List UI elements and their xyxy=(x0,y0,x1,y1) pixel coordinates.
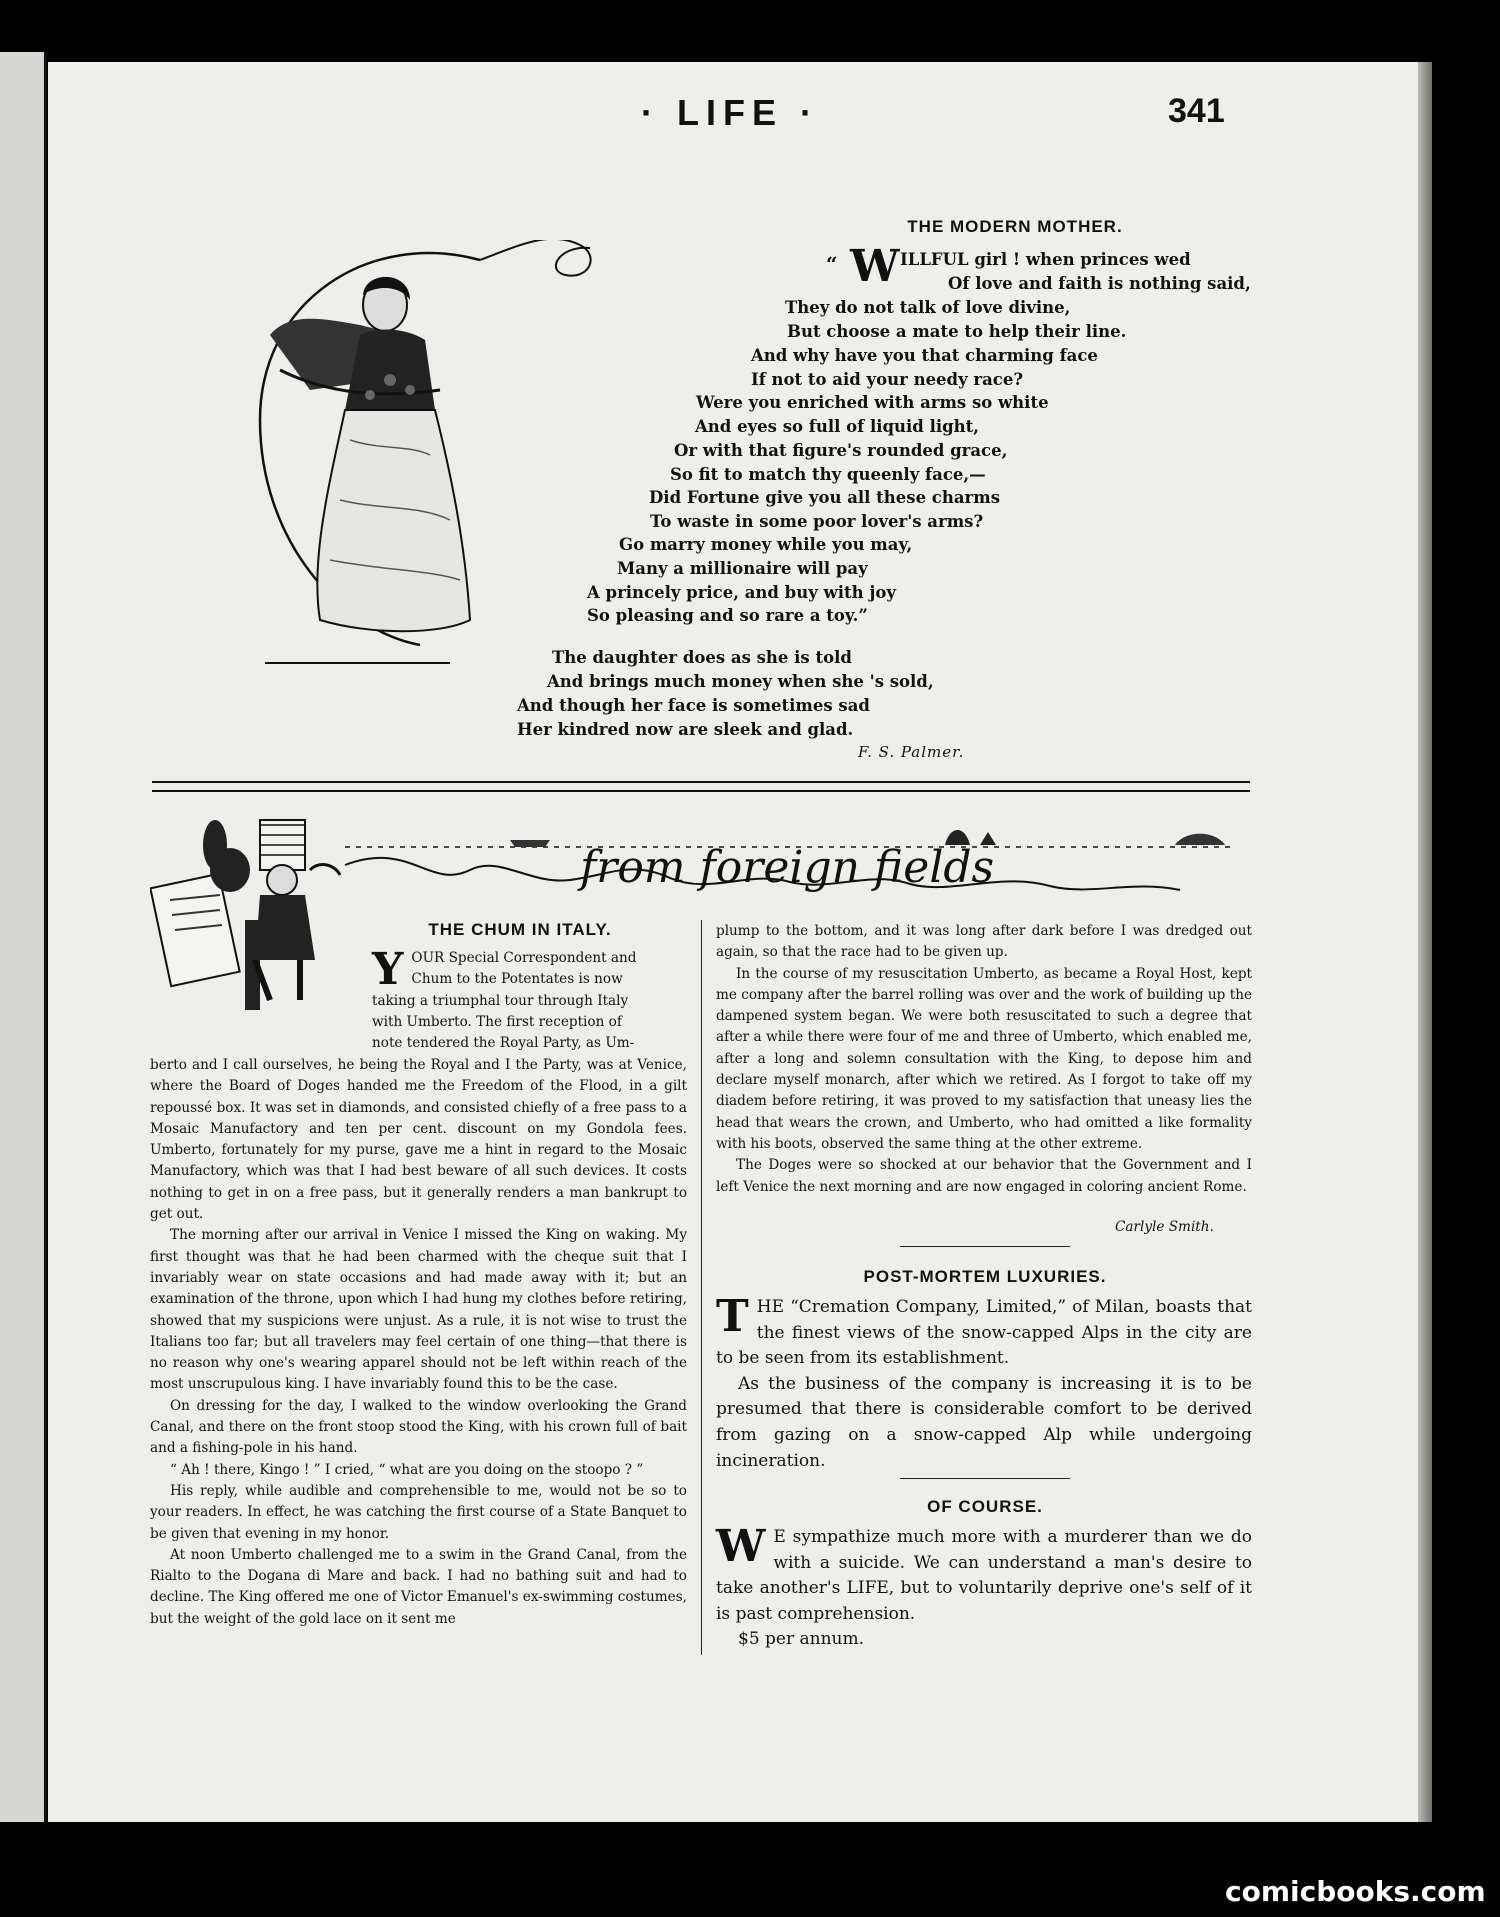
chum-paragraph-6: At noon Umberto challenged me to a swim in the Grand Canal, from the Rialto to the Dogana di Mare and back. I had no bathing suit and had to decline. The King offered me one of Victor Emanuel's ex-swimming costumes, but the weight of the gold lace on it sent me xyxy=(150,1546,687,1627)
postmortem-paragraph-1 xyxy=(716,1291,1252,1372)
poem-line-19: And though her face is sometimes sad xyxy=(517,696,870,715)
chum-title: THE CHUM IN ITALY. xyxy=(428,920,612,939)
chum-intro xyxy=(372,944,688,1054)
chum-dropcap: Y xyxy=(372,944,404,995)
banner-script-text: from foreign fields xyxy=(580,842,995,893)
chum-paragraph-9: The Doges were so shocked at our behavior that the Government and I left Venice the next morning and are now engaged in coloring ancient Rome. xyxy=(716,1157,1252,1195)
chum-intro-line-4: with Umberto. The first reception of xyxy=(372,1013,622,1030)
poem-line-13: Go marry money while you may, xyxy=(619,535,913,554)
poem-line-5: And why have you that charming face xyxy=(751,346,1098,365)
chum-intro-line-2: Chum to the Potentates is now xyxy=(411,971,623,988)
chum-signature: Carlyle Smith. xyxy=(1115,1219,1214,1235)
poem-line-20: Her kindred now are sleek and glad. xyxy=(517,720,854,739)
chum-intro-line-5: note tendered the Royal Party, as Um- xyxy=(372,1035,635,1052)
poem-line-9: Or with that figure's rounded grace, xyxy=(674,441,1008,460)
poem-line-15: A princely price, and buy with joy xyxy=(587,583,896,602)
postmortem-paragraph-2: As the business of the company is increasing it is to be presumed that there is considerable comfort to be derived from gazing on a snow-capped Alp while undergoing incineration. xyxy=(716,1373,1252,1471)
chum-paragraph-5: His reply, while audible and comprehensible to me, would not be so to your readers. In effect, he was catching the first course of a State Banquet to be given that evening in my honor. xyxy=(150,1482,687,1542)
poem-author: F. S. Palmer. xyxy=(858,743,965,761)
page-number: 341 xyxy=(1168,92,1225,130)
poem-line-17: The daughter does as she is told xyxy=(552,648,852,667)
chum-paragraph-8: In the course of my resuscitation Umberto, as became a Royal Host, kept me company after the barrel rolling was over and the work of building up the dampened system began. We were both resuscitated to such a degree that after a while there were four of me and three of Umberto, which enabled me, after a long and solemn consultation with the King, to depose him and declare myself monarch, after which we retired. As I forgot to take off my diadem before retiring, it was proved to my satisfaction that uneasy lies the head that wears the crown, and Umberto, who had omitted a like formality with his boots, observed the same thing at the other extreme. xyxy=(716,965,1252,1152)
poem-line-4: But choose a mate to help their line. xyxy=(787,322,1127,341)
previous-page-edge xyxy=(0,52,47,1822)
poem-line-12: To waste in some poor lover's arms? xyxy=(650,512,984,531)
page-edge-shadow xyxy=(1418,62,1432,1822)
chum-paragraph-1: berto and I call ourselves, he being the Royal and I the Party, was at Venice, where the Board of Doges handed me the Freedom of the Flood, in a gilt repoussé box. It was set in diamonds, and consisted chiefly of a free pass to a Mosaic Manufactory and ten per cent. discount on my Gondola fees. Umberto, fortunately for my purse, gave me a hint in regard to the Mosaic Manufactory, which was that I had best beware of all such devices. It costs nothing to get in on a free pass, but it generally renders a man bankrupt to get out. xyxy=(150,1057,687,1223)
postmortem-dropcap: T xyxy=(716,1291,749,1342)
poem-line-11: Did Fortune give you all these charms xyxy=(649,488,1000,507)
poem-line-10: So fit to match thy queenly face,— xyxy=(670,465,986,484)
poem-line-7: Were you enriched with arms so white xyxy=(696,393,1049,412)
chum-intro-line-3: taking a triumphal tour through Italy xyxy=(372,992,629,1009)
watermark: comicbooks.com xyxy=(1225,1875,1486,1908)
postmortem-body xyxy=(716,1291,1252,1474)
poem-line-18: And brings much money when she 's sold, xyxy=(547,672,934,691)
short-rule-1 xyxy=(900,1246,1070,1247)
poem-dropcap: W xyxy=(850,241,900,292)
ofcourse-paragraph-2: $5 per annum. xyxy=(738,1629,865,1650)
poem-line-1: ILLFUL girl ! when princes wed xyxy=(900,250,1191,269)
chum-body-right xyxy=(716,921,1252,1198)
ofcourse-title: OF COURSE. xyxy=(927,1497,1043,1516)
ofcourse-paragraph-1 xyxy=(716,1521,1252,1627)
poem-quote-mark: “ xyxy=(826,252,838,276)
page-title: · LIFE · xyxy=(641,92,819,133)
poem-line-2: Of love and faith is nothing said, xyxy=(948,274,1251,293)
column-divider xyxy=(701,920,702,1655)
poem-line-8: And eyes so full of liquid light, xyxy=(695,417,980,436)
section-divider xyxy=(152,781,1250,792)
poem-line-16: So pleasing and so rare a toy.” xyxy=(587,606,868,625)
chum-intro-line-1: OUR Special Correspondent and xyxy=(411,950,637,966)
chum-paragraph-4: “ Ah ! there, Kingo ! ” I cried, “ what are you doing on the stoopo ? ” xyxy=(170,1461,644,1478)
short-rule-2 xyxy=(900,1478,1070,1479)
postmortem-text-1: HE “Cremation Company, Limited,” of Milan, boasts that the finest views of the snow-capped Alps in the city are to be seen from its establishment. xyxy=(716,1297,1252,1369)
poem-line-3: They do not talk of love divine, xyxy=(785,298,1071,317)
poem-line-6: If not to aid your needy race? xyxy=(751,370,1024,389)
chum-body-left xyxy=(150,1055,687,1630)
poem-line-14: Many a millionaire will pay xyxy=(617,559,868,578)
ofcourse-dropcap: W xyxy=(716,1521,766,1572)
postmortem-title: POST-MORTEM LUXURIES. xyxy=(863,1267,1107,1286)
ofcourse-body xyxy=(716,1521,1252,1653)
chum-paragraph-7: plump to the bottom, and it was long after dark before I was dredged out again, so that the race had to be given up. xyxy=(716,923,1252,961)
chum-paragraph-3: On dressing for the day, I walked to the window overlooking the Grand Canal, and there on the front stoop stood the King, with his crown full of bait and a fishing-pole in his hand. xyxy=(150,1397,687,1457)
ofcourse-text-1: E sympathize much more with a murderer than we do with a suicide. We can understand a man's desire to take another's LIFE, but to voluntarily deprive one's self of it is past comprehension. xyxy=(716,1527,1252,1624)
chum-paragraph-2: The morning after our arrival in Venice I missed the King on waking. My first thought was that he had been charmed with the cheque suit that I invariably wear on state occasions and had made away with it; but an examination of the throne, upon which I had hung my clothes before retiring, showed that my suspicions were unjust. As a rule, it is not wise to trust the Italians too far; but all travelers may feel certain of one thing—that there is no reason why one's wearing apparel should not be left within reach of the most unscrupulous king. I have invariably found this to be the case. xyxy=(150,1227,687,1393)
poem-title: THE MODERN MOTHER. xyxy=(907,217,1123,236)
